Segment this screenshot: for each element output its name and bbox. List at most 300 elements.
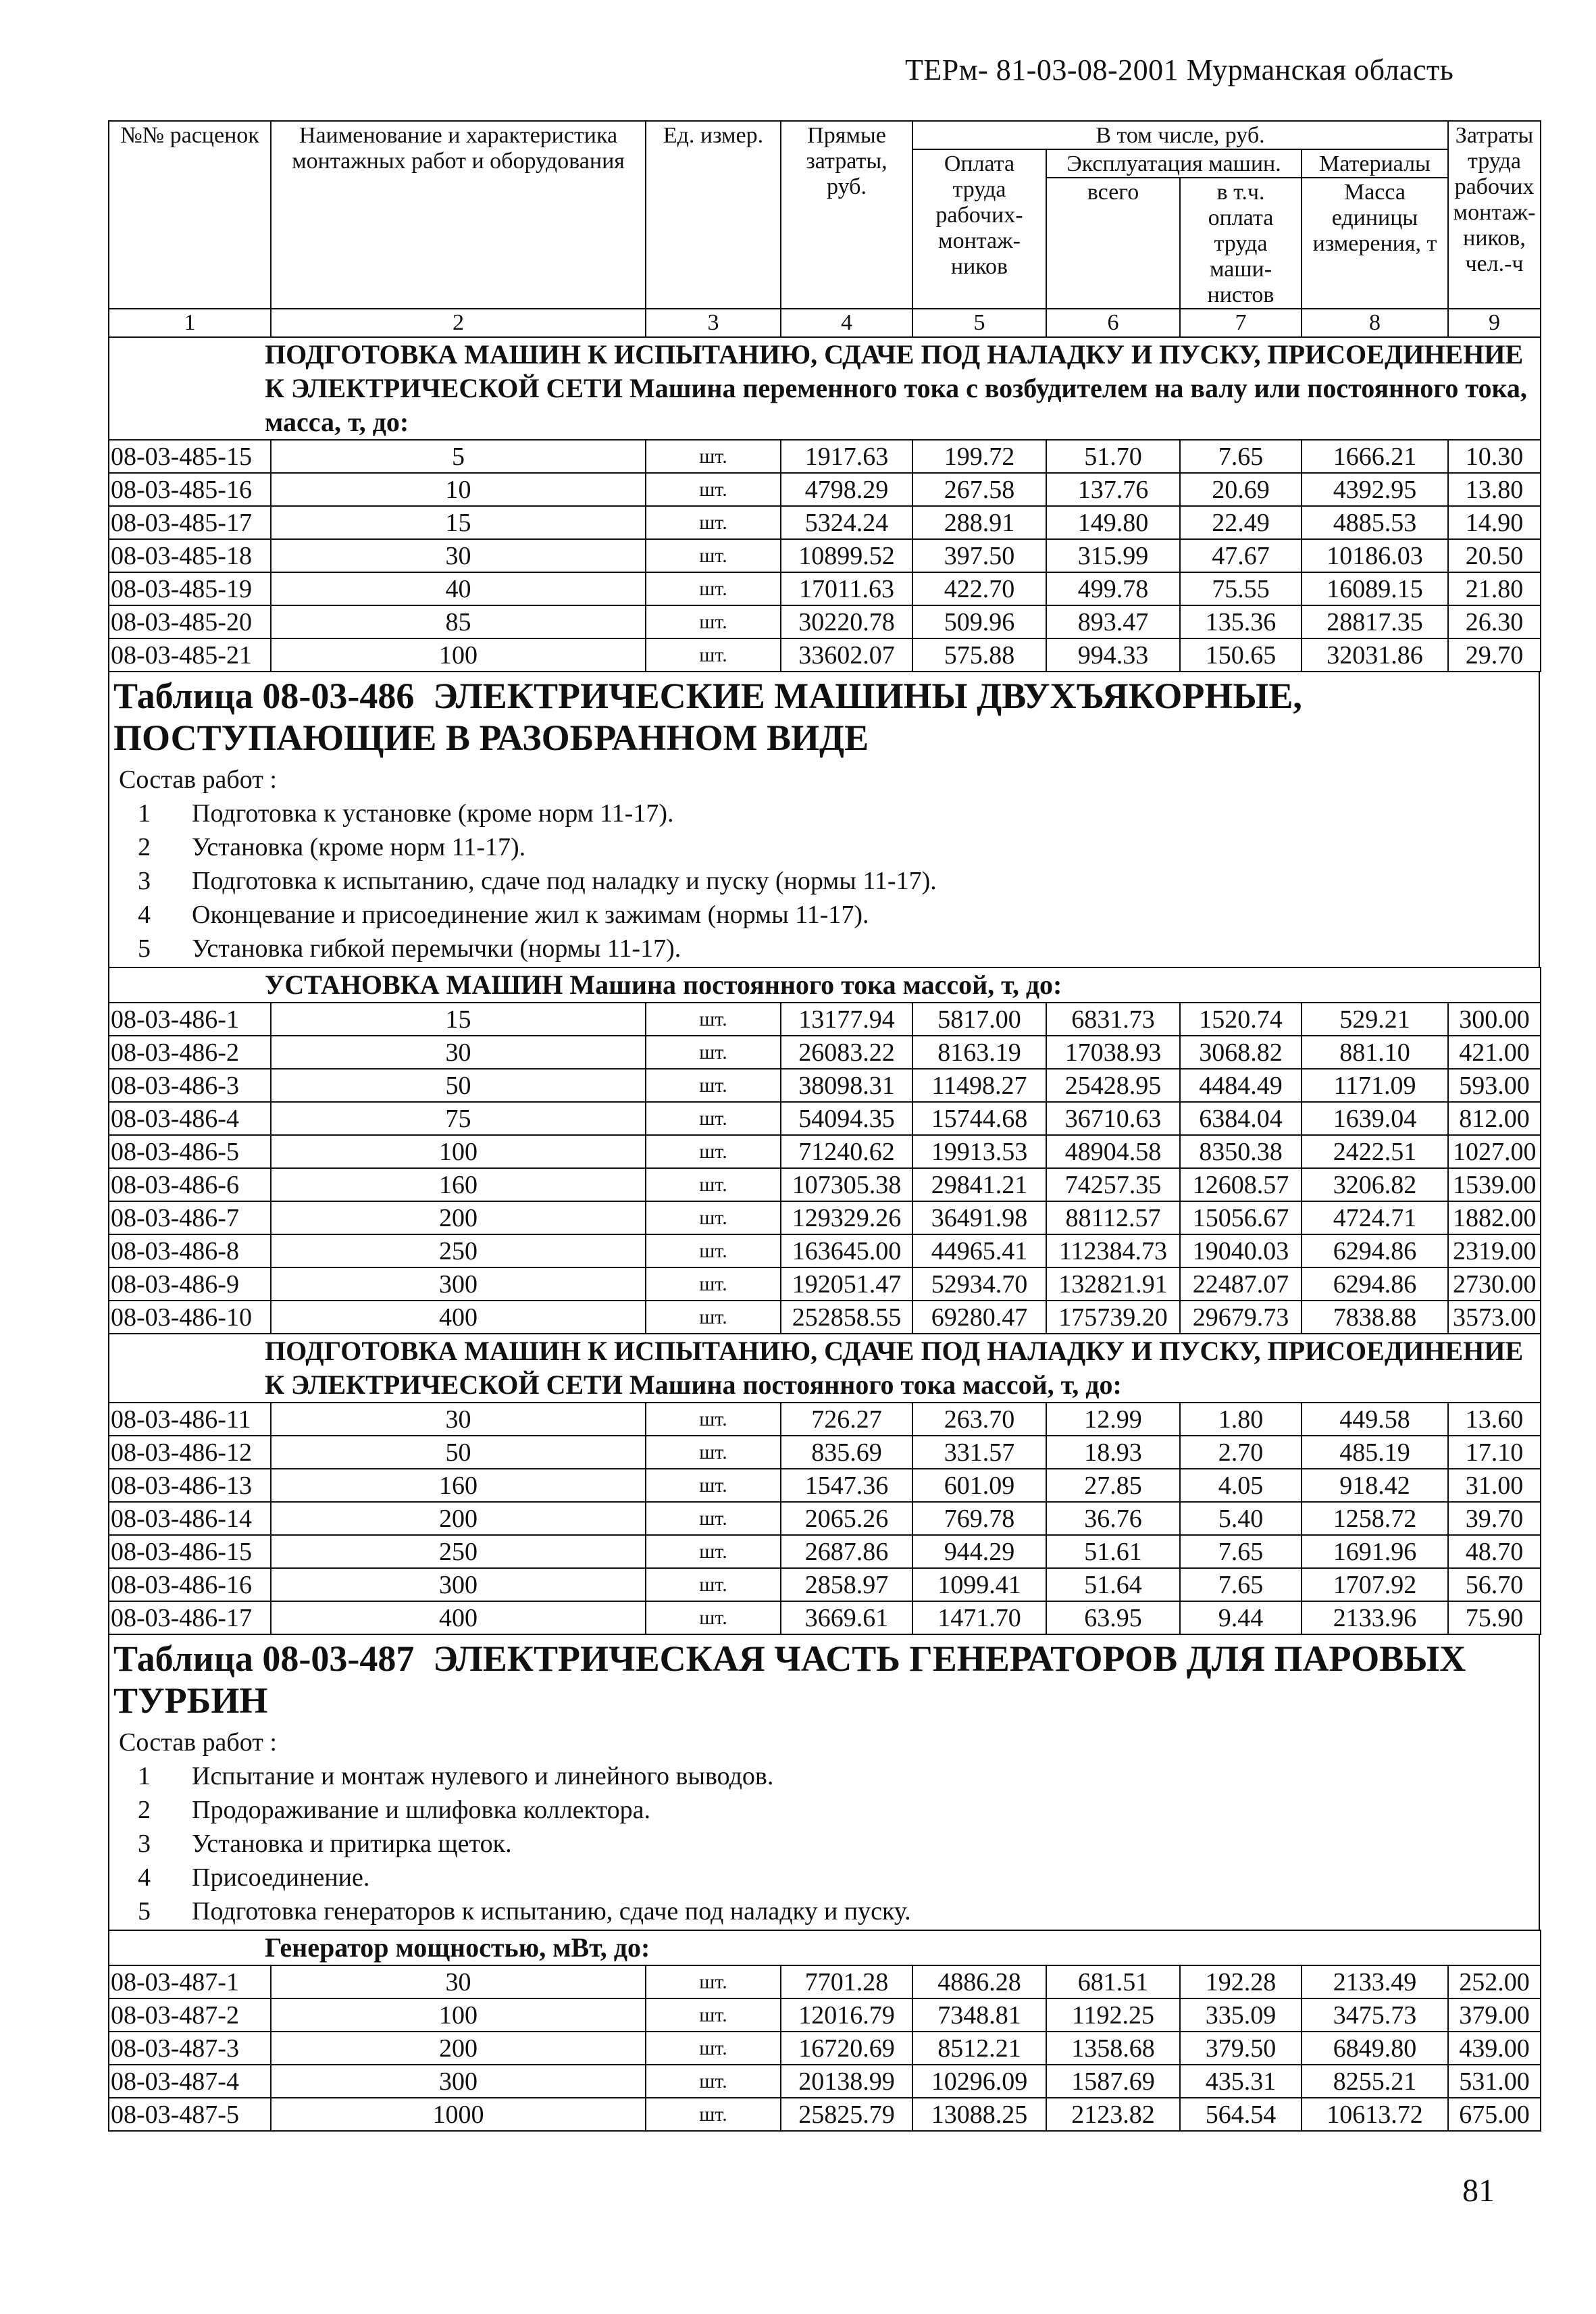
- works-item-number: 4: [138, 901, 151, 929]
- col-header-group: В том числе, руб.: [912, 121, 1448, 149]
- unit: шт.: [646, 506, 781, 539]
- table-486: [108, 967, 1541, 1635]
- table-row: [109, 1201, 1541, 1234]
- table-row: [109, 1998, 1541, 2032]
- materials: 2133.49: [1302, 1965, 1448, 1998]
- col-header-name: Наименование и характеристика монтажных работ и оборудования: [271, 121, 646, 309]
- col-number: 6: [1046, 309, 1180, 337]
- works-item-number: 3: [138, 867, 151, 895]
- page-number: 81: [1462, 2173, 1495, 2209]
- machinist-pay: 15056.67: [1180, 1201, 1302, 1234]
- machinist-pay: 335.09: [1180, 1998, 1302, 2032]
- materials: 449.58: [1302, 1403, 1448, 1436]
- rate-code: 08-03-485-17: [109, 506, 271, 539]
- direct-costs: 54094.35: [781, 1102, 912, 1135]
- works-item-number: 5: [138, 1897, 151, 1926]
- labor-hours: 439.00: [1448, 2032, 1541, 2065]
- direct-costs: 38098.31: [781, 1069, 912, 1102]
- direct-costs: 1917.63: [781, 440, 912, 473]
- materials: 529.21: [1302, 1003, 1448, 1036]
- direct-costs: 1547.36: [781, 1469, 912, 1502]
- mass-or-power: 400: [271, 1301, 646, 1334]
- unit: шт.: [646, 1502, 781, 1535]
- rate-code: 08-03-486-7: [109, 1201, 271, 1234]
- materials: 1707.92: [1302, 1568, 1448, 1601]
- machinist-pay: 4.05: [1180, 1469, 1302, 1502]
- rate-code: 08-03-486-9: [109, 1267, 271, 1301]
- labor-hours: 14.90: [1448, 506, 1541, 539]
- unit: шт.: [646, 1003, 781, 1036]
- direct-costs: 10899.52: [781, 539, 912, 572]
- mass-or-power: 15: [271, 506, 646, 539]
- worker-pay: 601.09: [912, 1469, 1046, 1502]
- works-item-number: 2: [138, 833, 151, 861]
- materials: 28817.35: [1302, 605, 1448, 638]
- table-row: [109, 1003, 1541, 1036]
- direct-costs: 726.27: [781, 1403, 912, 1436]
- table-row: [109, 1168, 1541, 1201]
- unit: шт.: [646, 1102, 781, 1135]
- labor-hours: 379.00: [1448, 1998, 1541, 2032]
- works-item-text: Установка гибкой перемычки (нормы 11-17).: [192, 934, 681, 963]
- machinist-pay: 1.80: [1180, 1403, 1302, 1436]
- machines-total: 175739.20: [1046, 1301, 1180, 1334]
- table-487: [108, 1930, 1541, 2132]
- works-item-text: Подготовка к установке (кроме норм 11-17).: [192, 799, 674, 828]
- labor-hours: 39.70: [1448, 1502, 1541, 1535]
- rate-code: 08-03-486-1: [109, 1003, 271, 1036]
- rate-code: 08-03-486-11: [109, 1403, 271, 1436]
- labor-hours: 531.00: [1448, 2065, 1541, 2098]
- col-header-machinist-pay: в т.ч. оплата труда маши-нистов: [1180, 178, 1302, 309]
- mass-or-power: 10: [271, 473, 646, 506]
- col-number: 4: [781, 309, 912, 337]
- rate-code: 08-03-485-19: [109, 572, 271, 605]
- mass-or-power: 250: [271, 1234, 646, 1267]
- worker-pay: 11498.27: [912, 1069, 1046, 1102]
- mass-or-power: 5: [271, 440, 646, 473]
- table-row: [109, 1469, 1541, 1502]
- rate-code: 08-03-486-4: [109, 1102, 271, 1135]
- table-row: [109, 1568, 1541, 1601]
- labor-hours: 812.00: [1448, 1102, 1541, 1135]
- table-row: [109, 2032, 1541, 2065]
- materials: 881.10: [1302, 1036, 1448, 1069]
- unit: шт.: [646, 2098, 781, 2131]
- table-487-works: [108, 1724, 1540, 1930]
- works-item-text: Установка (кроме норм 11-17).: [192, 833, 526, 861]
- labor-hours: 21.80: [1448, 572, 1541, 605]
- machines-total: 18.93: [1046, 1436, 1180, 1469]
- col-header-machines-total: всего: [1046, 178, 1180, 309]
- direct-costs: 71240.62: [781, 1135, 912, 1168]
- labor-hours: 29.70: [1448, 638, 1541, 672]
- machinist-pay: 29679.73: [1180, 1301, 1302, 1334]
- rate-code: 08-03-486-12: [109, 1436, 271, 1469]
- table-row: [109, 506, 1541, 539]
- unit: шт.: [646, 1201, 781, 1234]
- mass-or-power: 300: [271, 1568, 646, 1601]
- mass-or-power: 30: [271, 1036, 646, 1069]
- unit: шт.: [646, 440, 781, 473]
- worker-pay: 13088.25: [912, 2098, 1046, 2131]
- materials: 32031.86: [1302, 638, 1448, 672]
- col-number: 9: [1448, 309, 1541, 337]
- machines-total: 88112.57: [1046, 1201, 1180, 1234]
- unit: шт.: [646, 1601, 781, 1634]
- rate-code: 08-03-486-15: [109, 1535, 271, 1568]
- works-item: [119, 898, 1529, 932]
- table-row: [109, 1069, 1541, 1102]
- labor-hours: 252.00: [1448, 1965, 1541, 1998]
- labor-hours: 13.80: [1448, 473, 1541, 506]
- table-row: [109, 1234, 1541, 1267]
- unit: шт.: [646, 2065, 781, 2098]
- worker-pay: 944.29: [912, 1535, 1046, 1568]
- mass-or-power: 30: [271, 539, 646, 572]
- table-row: [109, 1102, 1541, 1135]
- works-label: Состав работ :: [119, 1728, 277, 1757]
- mass-or-power: 100: [271, 1998, 646, 2032]
- rate-code: 08-03-486-8: [109, 1234, 271, 1267]
- labor-hours: 421.00: [1448, 1036, 1541, 1069]
- machines-total: 36.76: [1046, 1502, 1180, 1535]
- machines-total: 12.99: [1046, 1403, 1180, 1436]
- section-heading: УСТАНОВКА МАШИН Машина постоянного тока массой, т, до:: [109, 967, 1541, 1003]
- unit: шт.: [646, 473, 781, 506]
- machinist-pay: 8350.38: [1180, 1135, 1302, 1168]
- table-row: [109, 1301, 1541, 1334]
- direct-costs: 4798.29: [781, 473, 912, 506]
- mass-or-power: 160: [271, 1168, 646, 1201]
- col-header-direct-costs: Прямые затраты, руб.: [781, 121, 912, 309]
- direct-costs: 835.69: [781, 1436, 912, 1469]
- col-number: 7: [1180, 309, 1302, 337]
- rate-code: 08-03-486-2: [109, 1036, 271, 1069]
- rate-code: 08-03-487-2: [109, 1998, 271, 2032]
- worker-pay: 69280.47: [912, 1301, 1046, 1334]
- rate-code: 08-03-487-3: [109, 2032, 271, 2065]
- machines-total: 112384.73: [1046, 1234, 1180, 1267]
- rate-code: 08-03-486-6: [109, 1168, 271, 1201]
- works-item-number: 3: [138, 1830, 151, 1858]
- mass-or-power: 30: [271, 1403, 646, 1436]
- mass-or-power: 250: [271, 1535, 646, 1568]
- direct-costs: 33602.07: [781, 638, 912, 672]
- rate-code: 08-03-487-5: [109, 2098, 271, 2131]
- materials: 6294.86: [1302, 1234, 1448, 1267]
- rate-code: 08-03-485-21: [109, 638, 271, 672]
- materials: 1171.09: [1302, 1069, 1448, 1102]
- mass-or-power: 300: [271, 2065, 646, 2098]
- machines-total: 25428.95: [1046, 1069, 1180, 1102]
- works-item: [119, 1894, 1529, 1928]
- works-item-text: Подготовка генераторов к испытанию, сдаче под наладку и пуску.: [192, 1897, 911, 1926]
- worker-pay: 8512.21: [912, 2032, 1046, 2065]
- machines-total: 1358.68: [1046, 2032, 1180, 2065]
- mass-or-power: 100: [271, 1135, 646, 1168]
- machines-total: 48904.58: [1046, 1135, 1180, 1168]
- table-row: [109, 473, 1541, 506]
- materials: 4724.71: [1302, 1201, 1448, 1234]
- materials: 2133.96: [1302, 1601, 1448, 1634]
- labor-hours: 31.00: [1448, 1469, 1541, 1502]
- rate-code: 08-03-485-15: [109, 440, 271, 473]
- mass-or-power: 50: [271, 1069, 646, 1102]
- table-row: [109, 2065, 1541, 2098]
- materials: 1666.21: [1302, 440, 1448, 473]
- direct-costs: 129329.26: [781, 1201, 912, 1234]
- labor-hours: 593.00: [1448, 1069, 1541, 1102]
- unit: шт.: [646, 572, 781, 605]
- labor-hours: 1539.00: [1448, 1168, 1541, 1201]
- machines-total: 36710.63: [1046, 1102, 1180, 1135]
- mass-or-power: 300: [271, 1267, 646, 1301]
- machinist-pay: 20.69: [1180, 473, 1302, 506]
- machinist-pay: 1520.74: [1180, 1003, 1302, 1036]
- direct-costs: 2065.26: [781, 1502, 912, 1535]
- labor-hours: 48.70: [1448, 1535, 1541, 1568]
- machines-total: 132821.91: [1046, 1267, 1180, 1301]
- worker-pay: 331.57: [912, 1436, 1046, 1469]
- section-heading-row: [109, 1930, 1541, 1965]
- rates-table: [108, 120, 1541, 672]
- direct-costs: 107305.38: [781, 1168, 912, 1201]
- machinist-pay: 9.44: [1180, 1601, 1302, 1634]
- works-item-number: 1: [138, 1762, 151, 1790]
- machines-total: 51.70: [1046, 440, 1180, 473]
- unit: шт.: [646, 1267, 781, 1301]
- works-item: [119, 830, 1529, 864]
- unit: шт.: [646, 1436, 781, 1469]
- worker-pay: 15744.68: [912, 1102, 1046, 1135]
- labor-hours: 3573.00: [1448, 1301, 1541, 1334]
- table-row: [109, 440, 1541, 473]
- materials: 1691.96: [1302, 1535, 1448, 1568]
- works-item: [119, 1861, 1529, 1894]
- mass-or-power: 50: [271, 1436, 646, 1469]
- rate-code: 08-03-486-14: [109, 1502, 271, 1535]
- col-header-materials: Материалы: [1302, 149, 1448, 178]
- machinist-pay: 4484.49: [1180, 1069, 1302, 1102]
- works-item: [119, 1759, 1529, 1793]
- col-header-worker-pay: Оплата труда рабочих-монтаж-ников: [912, 149, 1046, 309]
- worker-pay: 1099.41: [912, 1568, 1046, 1601]
- materials: 3206.82: [1302, 1168, 1448, 1201]
- mass-or-power: 100: [271, 638, 646, 672]
- direct-costs: 26083.22: [781, 1036, 912, 1069]
- works-item-text: Испытание и монтаж нулевого и линейного выводов.: [192, 1762, 774, 1790]
- machinist-pay: 3068.82: [1180, 1036, 1302, 1069]
- unit: шт.: [646, 1069, 781, 1102]
- direct-costs: 12016.79: [781, 1998, 912, 2032]
- worker-pay: 288.91: [912, 506, 1046, 539]
- col-header-code: №№ расценок: [109, 121, 271, 309]
- works-item-text: Оконцевание и присоединение жил к зажимам (нормы 11-17).: [192, 901, 869, 929]
- mass-or-power: 75: [271, 1102, 646, 1135]
- unit: шт.: [646, 1301, 781, 1334]
- unit: шт.: [646, 2032, 781, 2065]
- materials: 1258.72: [1302, 1502, 1448, 1535]
- section-heading: ПОДГОТОВКА МАШИН К ИСПЫТАНИЮ, СДАЧЕ ПОД НАЛАДКУ И ПУСКУ, ПРИСОЕДИНЕНИЕ К ЭЛЕКТРИЧЕСКОЙ СЕТИ Машина постоянного тока массой, т, до:: [109, 1334, 1541, 1403]
- worker-pay: 36491.98: [912, 1201, 1046, 1234]
- labor-hours: 300.00: [1448, 1003, 1541, 1036]
- mass-or-power: 160: [271, 1469, 646, 1502]
- machinist-pay: 12608.57: [1180, 1168, 1302, 1201]
- works-item: [119, 797, 1529, 830]
- labor-hours: 1882.00: [1448, 1201, 1541, 1234]
- worker-pay: 397.50: [912, 539, 1046, 572]
- worker-pay: 199.72: [912, 440, 1046, 473]
- unit: шт.: [646, 1403, 781, 1436]
- machines-total: 51.64: [1046, 1568, 1180, 1601]
- worker-pay: 575.88: [912, 638, 1046, 672]
- table-row: [109, 1436, 1541, 1469]
- works-item-number: 4: [138, 1863, 151, 1892]
- section-heading-row: [109, 337, 1541, 440]
- machinist-pay: 379.50: [1180, 2032, 1302, 2065]
- page-header-title: ТЕРм- 81-03-08-2001 Мурманская область: [905, 53, 1454, 86]
- works-item: [119, 932, 1529, 965]
- table-row: [109, 1403, 1541, 1436]
- col-number: 1: [109, 309, 271, 337]
- unit: шт.: [646, 1998, 781, 2032]
- rate-code: 08-03-486-16: [109, 1568, 271, 1601]
- table-row: [109, 1267, 1541, 1301]
- unit: шт.: [646, 638, 781, 672]
- worker-pay: 10296.09: [912, 2065, 1046, 2098]
- col-header-unit: Ед. измер.: [646, 121, 781, 309]
- table-row: [109, 2098, 1541, 2131]
- machines-total: 994.33: [1046, 638, 1180, 672]
- worker-pay: 52934.70: [912, 1267, 1046, 1301]
- labor-hours: 2319.00: [1448, 1234, 1541, 1267]
- rate-code: 08-03-486-5: [109, 1135, 271, 1168]
- machinist-pay: 75.55: [1180, 572, 1302, 605]
- machines-total: 74257.35: [1046, 1168, 1180, 1201]
- worker-pay: 29841.21: [912, 1168, 1046, 1201]
- unit: шт.: [646, 1535, 781, 1568]
- worker-pay: 263.70: [912, 1403, 1046, 1436]
- rate-code: 08-03-485-16: [109, 473, 271, 506]
- materials: 7838.88: [1302, 1301, 1448, 1334]
- labor-hours: 675.00: [1448, 2098, 1541, 2131]
- machines-total: 1192.25: [1046, 1998, 1180, 2032]
- machines-total: 6831.73: [1046, 1003, 1180, 1036]
- machinist-pay: 22.49: [1180, 506, 1302, 539]
- materials: 2422.51: [1302, 1135, 1448, 1168]
- table-row: [109, 1036, 1541, 1069]
- machinist-pay: 2.70: [1180, 1436, 1302, 1469]
- machines-total: 27.85: [1046, 1469, 1180, 1502]
- mass-or-power: 400: [271, 1601, 646, 1634]
- works-item-text: Подготовка к испытанию, сдаче под наладку и пуску (нормы 11-17).: [192, 867, 937, 895]
- machines-total: 893.47: [1046, 605, 1180, 638]
- unit: шт.: [646, 1469, 781, 1502]
- table-487-title: Таблица 08-03-487 ЭЛЕКТРИЧЕСКАЯ ЧАСТЬ ГЕНЕРАТОРОВ ДЛЯ ПАРОВЫХ ТУРБИН: [108, 1635, 1540, 1724]
- machines-total: 315.99: [1046, 539, 1180, 572]
- worker-pay: 4886.28: [912, 1965, 1046, 1998]
- labor-hours: 10.30: [1448, 440, 1541, 473]
- machinist-pay: 135.36: [1180, 605, 1302, 638]
- works-item-text: Продораживание и шлифовка коллектора.: [192, 1796, 650, 1824]
- direct-costs: 5324.24: [781, 506, 912, 539]
- rate-code: 08-03-485-20: [109, 605, 271, 638]
- table-row: [109, 638, 1541, 672]
- machinist-pay: 5.40: [1180, 1502, 1302, 1535]
- rate-code: 08-03-486-17: [109, 1601, 271, 1634]
- document-body: [108, 120, 1540, 2132]
- worker-pay: 422.70: [912, 572, 1046, 605]
- machinist-pay: 564.54: [1180, 2098, 1302, 2131]
- mass-or-power: 85: [271, 605, 646, 638]
- materials: 485.19: [1302, 1436, 1448, 1469]
- table-486-works: [108, 761, 1540, 967]
- rate-code: 08-03-486-10: [109, 1301, 271, 1334]
- col-number: 8: [1302, 309, 1448, 337]
- direct-costs: 3669.61: [781, 1601, 912, 1634]
- table-row: [109, 1135, 1541, 1168]
- rate-code: 08-03-486-13: [109, 1469, 271, 1502]
- section-heading: Генератор мощностью, мВт, до:: [109, 1930, 1541, 1965]
- machines-total: 137.76: [1046, 473, 1180, 506]
- materials: 8255.21: [1302, 2065, 1448, 2098]
- machines-total: 17038.93: [1046, 1036, 1180, 1069]
- mass-or-power: 200: [271, 2032, 646, 2065]
- machines-total: 149.80: [1046, 506, 1180, 539]
- works-item-number: 2: [138, 1796, 151, 1824]
- machinist-pay: 22487.07: [1180, 1267, 1302, 1301]
- rate-code: 08-03-487-1: [109, 1965, 271, 1998]
- works-item-number: 1: [138, 799, 151, 828]
- mass-or-power: 200: [271, 1502, 646, 1535]
- table-row: [109, 1535, 1541, 1568]
- direct-costs: 192051.47: [781, 1267, 912, 1301]
- table-row: [109, 605, 1541, 638]
- table-row: [109, 1965, 1541, 1998]
- materials: 10186.03: [1302, 539, 1448, 572]
- machines-total: 2123.82: [1046, 2098, 1180, 2131]
- materials: 918.42: [1302, 1469, 1448, 1502]
- materials: 4885.53: [1302, 506, 1448, 539]
- direct-costs: 16720.69: [781, 2032, 912, 2065]
- col-header-machines: Эксплуатация машин.: [1046, 149, 1302, 178]
- machinist-pay: 7.65: [1180, 440, 1302, 473]
- unit: шт.: [646, 1168, 781, 1201]
- unit: шт.: [646, 539, 781, 572]
- materials: 10613.72: [1302, 2098, 1448, 2131]
- materials: 16089.15: [1302, 572, 1448, 605]
- section-heading-row: [109, 1334, 1541, 1403]
- works-label: Состав работ :: [119, 765, 277, 794]
- mass-or-power: 1000: [271, 2098, 646, 2131]
- table-row: [109, 1502, 1541, 1535]
- labor-hours: 17.10: [1448, 1436, 1541, 1469]
- machines-total: 63.95: [1046, 1601, 1180, 1634]
- table-row: [109, 539, 1541, 572]
- direct-costs: 7701.28: [781, 1965, 912, 1998]
- labor-hours: 56.70: [1448, 1568, 1541, 1601]
- unit: шт.: [646, 1568, 781, 1601]
- rate-code: 08-03-485-18: [109, 539, 271, 572]
- direct-costs: 252858.55: [781, 1301, 912, 1334]
- labor-hours: 13.60: [1448, 1403, 1541, 1436]
- works-item: [119, 1827, 1529, 1861]
- worker-pay: 8163.19: [912, 1036, 1046, 1069]
- mass-or-power: 30: [271, 1965, 646, 1998]
- direct-costs: 163645.00: [781, 1234, 912, 1267]
- worker-pay: 44965.41: [912, 1234, 1046, 1267]
